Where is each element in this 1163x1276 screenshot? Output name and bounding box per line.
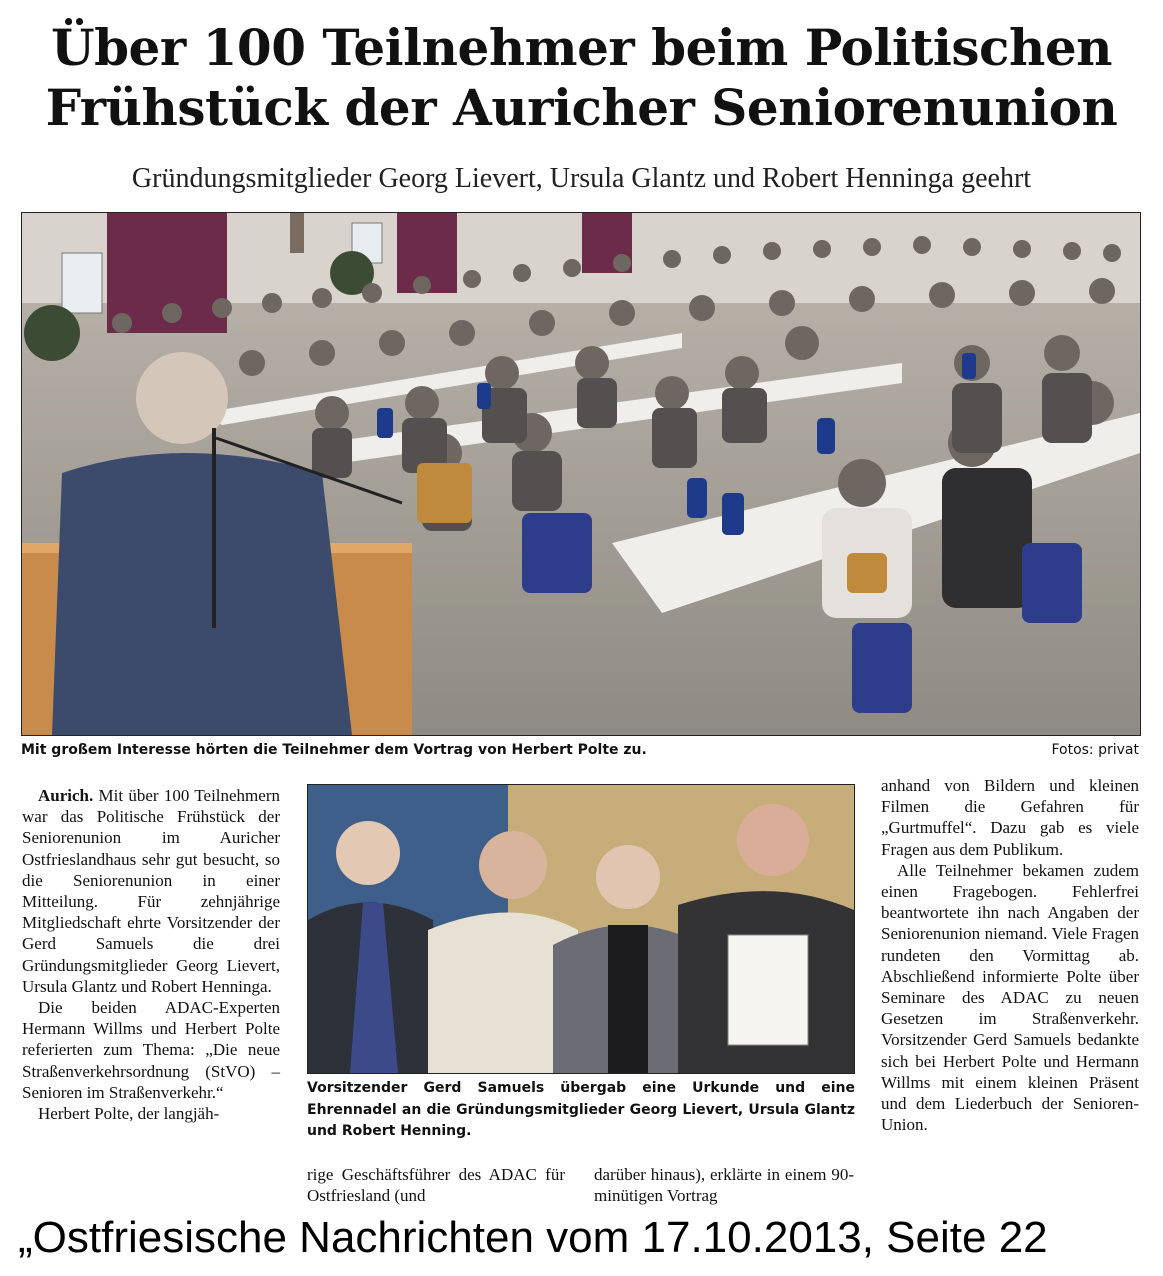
headline-line-2: Frühstück der Auricher Seniorenunion (45, 78, 1118, 137)
article-paragraph: Herbert Polte, der langjäh- (38, 1104, 220, 1124)
main-photo-caption: Mit großem Interesse hörten die Teilnehmer dem Vortrag von Herbert Polte zu. (21, 742, 647, 758)
article-paragraph: Alle Teilnehmer bekamen zudem einen Fragebogen. Fehlerfrei beantwortete ihn nach Angaben der Seniorenunion niemand. Viele Fragen rundeten den Vormittag ab. Abschließend informierte Polte über Seminare des ADAC zu neuen Gesetzen im Straßenverkehr. Vorsitzender Gerd Samuels bedankte sich bei Herbert Polte und Hermann Willms mit einem kleinen Präsent und dem Liederbuch der Senioren-Union. (881, 860, 1139, 1135)
photo-credit: Fotos: privat (1051, 742, 1139, 758)
dateline: Aurich. (38, 786, 94, 805)
article-column-1 (22, 785, 280, 1124)
source-citation: „Ostfriesische Nachrichten vom 17.10.2013, Seite 22 (18, 1213, 1048, 1262)
headline (0, 18, 1163, 138)
main-photo (21, 212, 1141, 736)
inset-photo-caption: Vorsitzender Gerd Samuels übergab eine Urkunde und eine Ehrennadel an die Gründungsmitglieder Georg Lievert, Ursula Glantz und Robert Henning. (307, 1080, 855, 1139)
article-paragraph-text: Mit über 100 Teilnehmern war das Politische Frühstück der Seniorenunion im Auricher Ostfrieslandhaus sehr gut besucht, so die Seniorenunion in einer Mitteilung. Für zehnjährige Mitgliedschaft ehrte Vorsitzender der Gerd Samuels die drei Gründungsmitglieder Georg Lievert, Ursula Glantz und Robert Henninga. (22, 786, 280, 996)
article-column-2b (594, 1164, 854, 1206)
article-paragraph: darüber hinaus), erklärte in einem 90-minütigen Vortrag (594, 1165, 854, 1206)
inset-photo (307, 784, 855, 1074)
headline-line-1: Über 100 Teilnehmer beim Politischen (50, 18, 1113, 77)
article-column-3 (881, 775, 1139, 1135)
article-paragraph: rige Geschäftsführer des ADAC für Ostfriesland (und (307, 1165, 565, 1206)
article-paragraph: Die beiden ADAC-Experten Hermann Willms und Herbert Polte referierten zum Thema: „Die neue Straßenverkehrsordnung (StVO) – Senioren im Straßenverkehr.“ (22, 998, 280, 1102)
article-paragraph (22, 785, 280, 997)
article-paragraph: anhand von Bildern und kleinen Filmen die Gefahren für „Gurtmuffel“. Dazu gab es viele Fragen aus dem Publikum. (881, 776, 1139, 859)
subheadline: Gründungsmitglieder Georg Lievert, Ursula Glantz und Robert Henninga geehrt (131, 163, 1032, 194)
article-column-2 (307, 1164, 565, 1206)
